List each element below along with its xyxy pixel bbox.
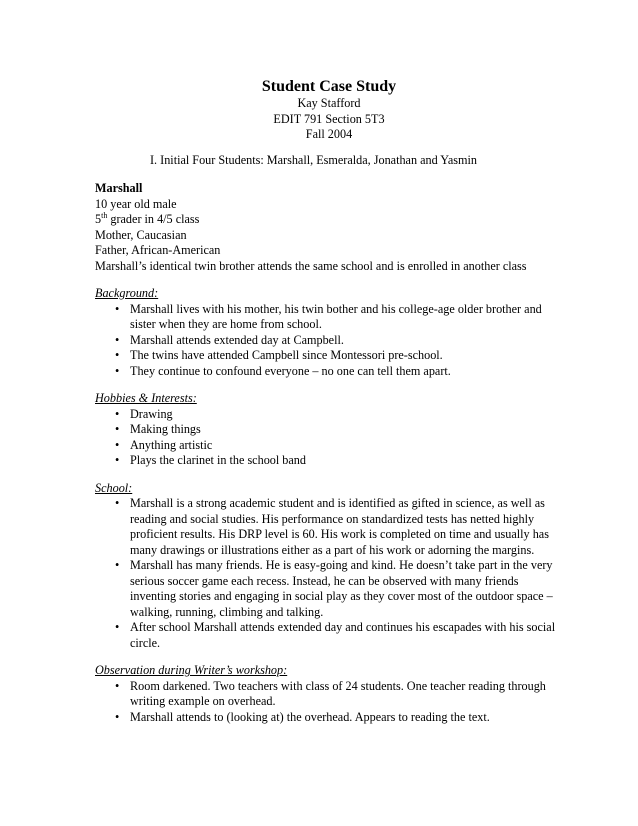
list-item-text: Marshall has many friends. He is easy-going and kind. He doesn’t take part in the very serious soccer game each recess. Instead, he can be observed with many friends inventing stories and engaging in social play as they cover most of the outdoor space – walking, running, climbing and talking. [130,558,553,619]
school-section [95,481,565,652]
list-item-text: After school Marshall attends extended day and continues his escapades with his social circle. [130,620,556,650]
list-item-text: Room darkened. Two teachers with class of 24 students. One teacher reading through writing example on overhead. [130,678,546,708]
background-list [95,302,565,380]
observation-heading: Observation during Writer’s workshop: [95,663,288,677]
bullet-icon: • [115,453,120,467]
list-item-text: Marshall attends to (looking at) the overhead. Appears to reading the text. [130,709,490,724]
list-item [95,422,565,438]
document-body [95,181,565,725]
list-item-text: Marshall attends extended day at Campbell. [130,332,344,347]
list-item-text: Drawing [130,406,173,421]
list-item-text: Marshall lives with his mother, his twin bother and his college-age older brother and sister when they are home from school. [130,301,542,331]
student-twin: Marshall’s identical twin brother attends the same school and is enrolled in another class [95,258,527,273]
observation-section [95,663,565,725]
bullet-icon: • [115,558,120,572]
hobbies-section [95,391,565,469]
student-mother: Mother, Caucasian [95,227,187,242]
grade-number: 5 [95,212,102,226]
student-father: Father, African-American [95,243,221,257]
list-item [95,333,565,349]
intro-line: I. Initial Four Students: Marshall, Esmeralda, Jonathan and Yasmin [150,153,477,167]
student-age: 10 year old male [95,196,177,211]
bullet-icon: • [115,709,120,724]
document-title: Student Case Study [261,78,397,95]
student-name-heading: Marshall [95,181,143,195]
author-name: Kay Stafford [297,96,361,110]
hobbies-list [95,407,565,469]
bullet-icon: • [115,348,120,362]
list-item [95,302,565,333]
list-item [95,453,565,469]
grade-description: grader in 4/5 class [107,212,200,226]
bullet-icon: • [115,437,120,452]
bullet-icon: • [115,301,120,316]
grade-ordinal: th [101,210,108,220]
list-item-text: Anything artistic [130,437,213,452]
list-item [95,710,565,726]
title-block [0,78,638,143]
bullet-icon: • [115,678,120,693]
bullet-icon: • [115,620,120,634]
bullet-icon: • [115,363,120,378]
term: Fall 2004 [305,127,353,141]
list-item-text: Marshall is a strong academic student and is identified as gifted in science, as well as reading and social studies. His performance on standardized tests has netted highly proficient results. His DRP level is 60. His work is completed on time and usually has many drawings or illustrations either as a part of his work or adorning the margins. [130,496,549,557]
bullet-icon: • [115,332,120,347]
school-heading: School: [95,480,133,495]
hobbies-heading: Hobbies & Interests: [95,391,197,405]
list-item [95,679,565,710]
bullet-icon: • [115,496,120,510]
list-item-text: The twins have attended Campbell since Montessori pre-school. [130,348,443,362]
observation-list [95,679,565,726]
list-item [95,438,565,454]
course-name: EDIT 791 Section 5T3 [273,111,385,126]
list-item-text: Plays the clarinet in the school band [130,453,306,467]
background-section [95,286,565,379]
list-item-text: They continue to confound everyone – no one can tell them apart. [130,363,451,378]
list-item [95,364,565,380]
list-item [95,407,565,423]
school-list [95,496,565,651]
list-item [95,620,565,651]
bullet-icon: • [115,422,120,436]
student-grade [95,212,565,228]
bullet-icon: • [115,406,120,421]
background-heading: Background: [95,286,159,300]
list-item [95,558,565,620]
list-item-text: Making things [130,422,201,436]
list-item [95,496,565,558]
list-item [95,348,565,364]
